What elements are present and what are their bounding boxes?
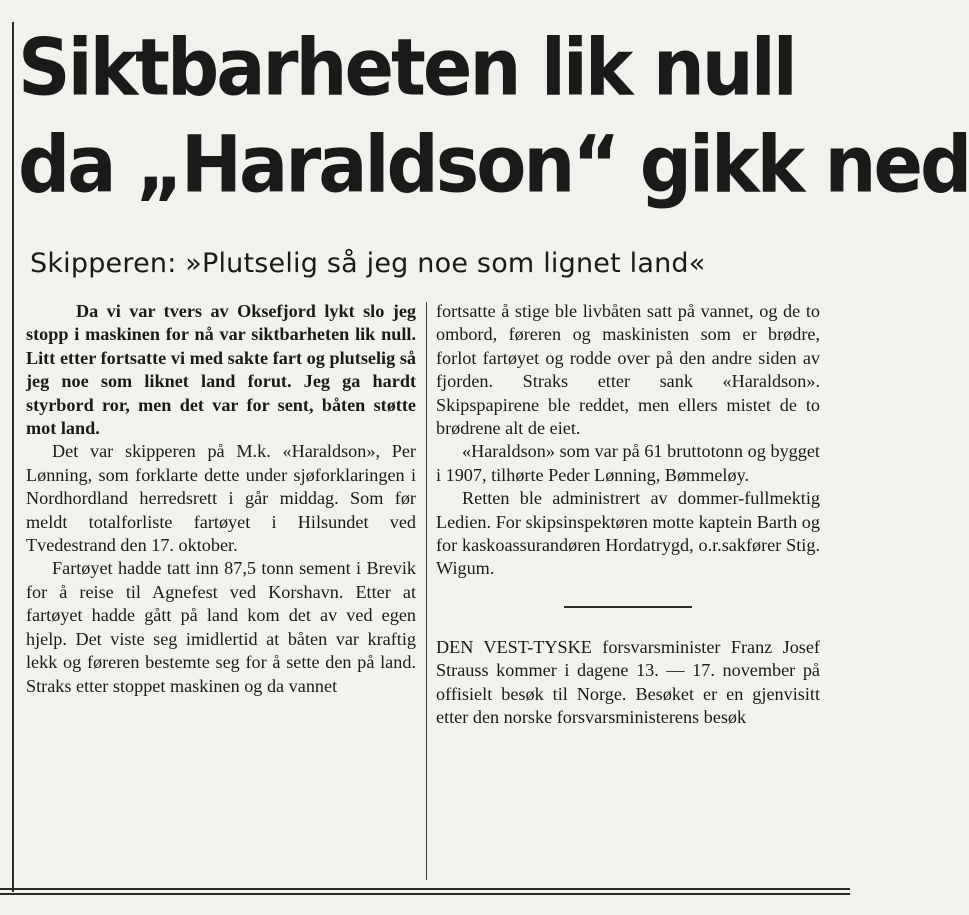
section-divider <box>564 606 692 608</box>
article-paragraph-4: Retten ble administrert av dommer-fullmektig Ledien. For skipsinspektøren motte kaptein Barth og for kaskoassurandøren Hordatrygd, o.r.sakfører Stig. Wigum. <box>436 488 820 579</box>
article-column-right <box>436 300 820 730</box>
article-paragraph-2: Fartøyet hadde tatt inn 87,5 tonn sement i Brevik for å reise til Agnefest ved Korshavn. Etter at fartøyet hadde gått på land kom det av ved egen hjelp. Det viste seg imidlertid at båten var kraftig lekk og føreren bestemte seg for å sette den på land. Straks etter stoppet maskinen og da vannet <box>26 558 416 696</box>
column-divider <box>426 302 427 880</box>
left-border-rule <box>12 22 14 892</box>
article-column-left <box>26 300 416 698</box>
headline-line-2: da „Haraldson“ gikk ned <box>18 119 969 212</box>
article-paragraph-2-continued: fortsatte å stige ble livbåten satt på vannet, og de to ombord, føreren og maskinisten som er brødre, forlot fartøyet og rodde over på den andre siden av fjorden. Straks etter sank «Haraldson». Skipspapirene ble reddet, men ellers mistet de to brødrene alt de eiet. <box>436 301 820 439</box>
headline-line-1: Siktbarheten lik null <box>18 22 795 114</box>
subheadline: Skipperen: »Plutselig så jeg noe som lignet land« <box>30 248 706 279</box>
article-lead: Da vi var tvers av Oksefjord lykt slo jeg stopp i maskinen for nå var siktbarheten lik null. Litt etter fortsatte vi med sakte fart og plutselig så jeg noe som liknet land forut. Jeg ga hardt styrbord ror, men det var for sent, båten støtte mot land. <box>26 301 416 439</box>
article-paragraph-3: «Haraldson» som var på 61 bruttotonn og bygget i 1907, tilhørte Peder Lønning, Bømmeløy. <box>436 441 820 485</box>
news-brief: DEN VEST-TYSKE forsvarsminister Franz Josef Strauss kommer i dagene 13. — 17. november på offisielt besøk til Norge. Besøket er en gjenvisitt etter den norske forsvarsministerens besøk <box>436 636 820 728</box>
headline <box>18 20 969 214</box>
bottom-border-rules <box>0 888 850 898</box>
article-paragraph-1: Det var skipperen på M.k. «Haraldson», Per Lønning, som forklarte dette under sjøforklaringen i Nordhordland herredsrett i går middag. Som før meldt totalforliste fartøyet i Hilsundet ved Tvedestrand den 17. oktober. <box>26 441 416 556</box>
